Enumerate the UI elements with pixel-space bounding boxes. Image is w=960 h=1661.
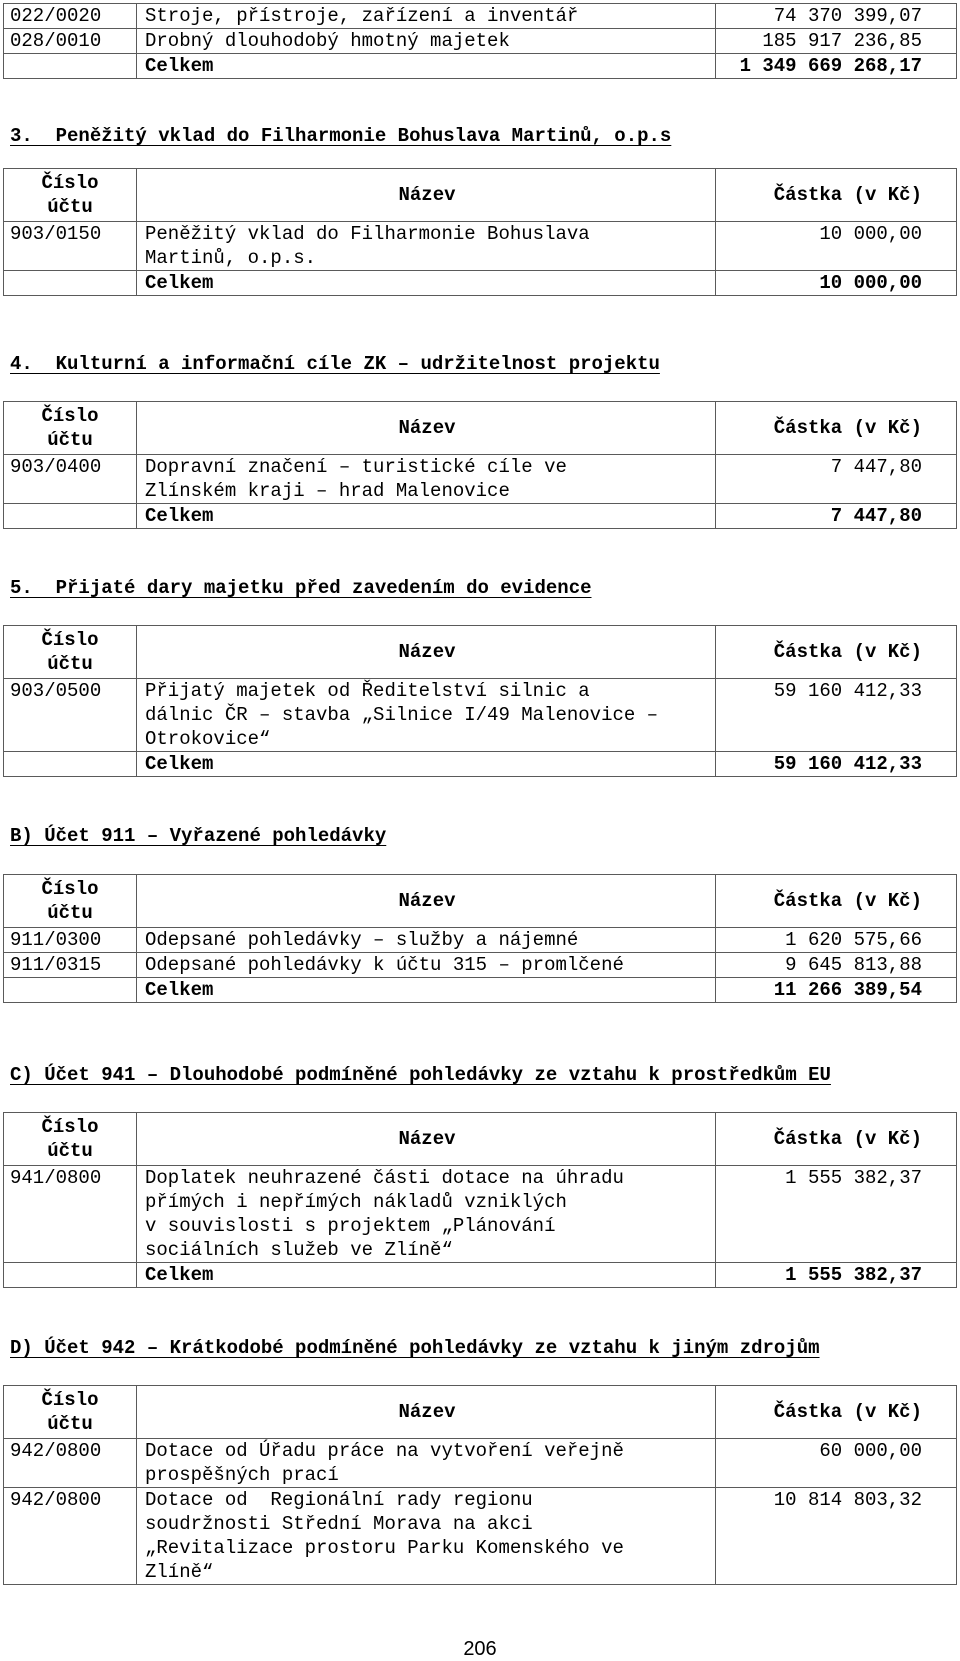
empty-cell (4, 54, 137, 79)
amount: 185 917 236,85 (716, 29, 957, 54)
account-number: 028/0010 (4, 29, 137, 54)
section-table (3, 1385, 957, 1585)
total-amount: 10 000,00 (716, 271, 957, 296)
account-name: Dotace od Úřadu práce na vytvoření veřejně prospěšných prací (137, 1439, 716, 1488)
table-row (4, 1166, 957, 1263)
header-row (4, 402, 957, 455)
total-row (4, 1263, 957, 1288)
total-amount: 1 349 669 268,17 (716, 54, 957, 79)
table-row (4, 29, 957, 54)
total-label: Celkem (137, 752, 716, 777)
table-row (4, 4, 957, 29)
header-row (4, 1113, 957, 1166)
amount: 9 645 813,88 (716, 953, 957, 978)
empty-cell (4, 271, 137, 296)
header-account: Číslo účtu (4, 1113, 137, 1166)
account-name: Dopravní značení – turistické cíle ve Zlínském kraji – hrad Malenovice (137, 455, 716, 504)
account-number: 911/0315 (4, 953, 137, 978)
amount: 10 000,00 (716, 222, 957, 271)
total-label: Celkem (137, 504, 716, 529)
section-heading-text: C) Účet 941 – Dlouhodobé podmíněné pohledávky ze vztahu k prostředkům EU (10, 1064, 831, 1086)
account-number: 911/0300 (4, 928, 137, 953)
total-label: Celkem (137, 1263, 716, 1288)
total-amount: 11 266 389,54 (716, 978, 957, 1003)
total-row (4, 752, 957, 777)
account-name: Peněžitý vklad do Filharmonie Bohuslava Martinů, o.p.s. (137, 222, 716, 271)
table-row (4, 953, 957, 978)
total-label: Celkem (137, 978, 716, 1003)
amount: 10 814 803,32 (716, 1488, 957, 1585)
section-heading (10, 124, 671, 148)
section-table (3, 1112, 957, 1288)
header-name: Název (137, 1113, 716, 1166)
total-row (4, 54, 957, 79)
account-number: 903/0400 (4, 455, 137, 504)
amount: 1 620 575,66 (716, 928, 957, 953)
header-name: Název (137, 402, 716, 455)
section-heading-text: D) Účet 942 – Krátkodobé podmíněné pohledávky ze vztahu k jiným zdrojům (10, 1337, 820, 1359)
account-name: Dotace od Regionální rady regionu soudržnosti Střední Morava na akci „Revitalizace prostoru Parku Komenského ve Zlíně“ (137, 1488, 716, 1585)
header-name: Název (137, 169, 716, 222)
section-heading (10, 824, 386, 848)
account-number: 942/0800 (4, 1439, 137, 1488)
page-number: 206 (463, 1638, 497, 1660)
total-row (4, 978, 957, 1003)
account-name: Doplatek neuhrazené části dotace na úhradu přímých i nepřímých nákladů vzniklých v souvislosti s projektem „Plánování sociálních služeb ve Zlíně“ (137, 1166, 716, 1263)
header-account: Číslo účtu (4, 402, 137, 455)
header-account: Číslo účtu (4, 626, 137, 679)
section-heading-text: 4. Kulturní a informační cíle ZK – udržitelnost projektu (10, 353, 660, 375)
section-heading-text: B) Účet 911 – Vyřazené pohledávky (10, 825, 387, 847)
header-row (4, 626, 957, 679)
header-amount: Částka (v Kč) (716, 1386, 957, 1439)
table-row (4, 1439, 957, 1488)
amount: 1 555 382,37 (716, 1166, 957, 1263)
header-amount: Částka (v Kč) (716, 169, 957, 222)
table-row (4, 928, 957, 953)
account-number: 941/0800 (4, 1166, 137, 1263)
total-row (4, 504, 957, 529)
empty-cell (4, 978, 137, 1003)
account-number: 903/0500 (4, 679, 137, 752)
amount: 60 000,00 (716, 1439, 957, 1488)
empty-cell (4, 1263, 137, 1288)
section-heading (10, 576, 592, 600)
header-account: Číslo účtu (4, 1386, 137, 1439)
amount: 7 447,80 (716, 455, 957, 504)
header-name: Název (137, 875, 716, 928)
header-name: Název (137, 626, 716, 679)
header-row (4, 169, 957, 222)
section-table (3, 625, 957, 777)
account-name: Odepsané pohledávky – služby a nájemné (137, 928, 716, 953)
section-table (3, 401, 957, 529)
account-number: 942/0800 (4, 1488, 137, 1585)
account-number: 022/0020 (4, 4, 137, 29)
header-amount: Částka (v Kč) (716, 402, 957, 455)
fixed-assets-table (3, 3, 957, 79)
header-row (4, 1386, 957, 1439)
table-row (4, 1488, 957, 1585)
section-heading-text: 3. Peněžitý vklad do Filharmonie Bohuslava Martinů, o.p.s (10, 125, 672, 147)
table-row (4, 455, 957, 504)
section-table (3, 168, 957, 296)
total-label: Celkem (137, 54, 716, 79)
account-name: Odepsané pohledávky k účtu 315 – promlčené (137, 953, 716, 978)
header-amount: Částka (v Kč) (716, 1113, 957, 1166)
section-heading (10, 1336, 820, 1360)
total-label: Celkem (137, 271, 716, 296)
account-name: Drobný dlouhodobý hmotný majetek (137, 29, 716, 54)
section-heading-text: 5. Přijaté dary majetku před zavedením do evidence (10, 577, 592, 599)
header-account: Číslo účtu (4, 169, 137, 222)
header-amount: Částka (v Kč) (716, 875, 957, 928)
total-row (4, 271, 957, 296)
total-amount: 59 160 412,33 (716, 752, 957, 777)
table-row (4, 222, 957, 271)
account-name: Přijatý majetek od Ředitelství silnic a dálnic ČR – stavba „Silnice I/49 Malenovice – Otrokovice“ (137, 679, 716, 752)
amount: 59 160 412,33 (716, 679, 957, 752)
empty-cell (4, 752, 137, 777)
header-name: Název (137, 1386, 716, 1439)
header-row (4, 875, 957, 928)
table-row (4, 679, 957, 752)
total-amount: 1 555 382,37 (716, 1263, 957, 1288)
header-amount: Částka (v Kč) (716, 626, 957, 679)
total-amount: 7 447,80 (716, 504, 957, 529)
header-account: Číslo účtu (4, 875, 137, 928)
section-heading (10, 1063, 831, 1087)
amount: 74 370 399,07 (716, 4, 957, 29)
section-table (3, 874, 957, 1003)
account-name: Stroje, přístroje, zařízení a inventář (137, 4, 716, 29)
account-number: 903/0150 (4, 222, 137, 271)
section-heading (10, 352, 660, 376)
empty-cell (4, 504, 137, 529)
